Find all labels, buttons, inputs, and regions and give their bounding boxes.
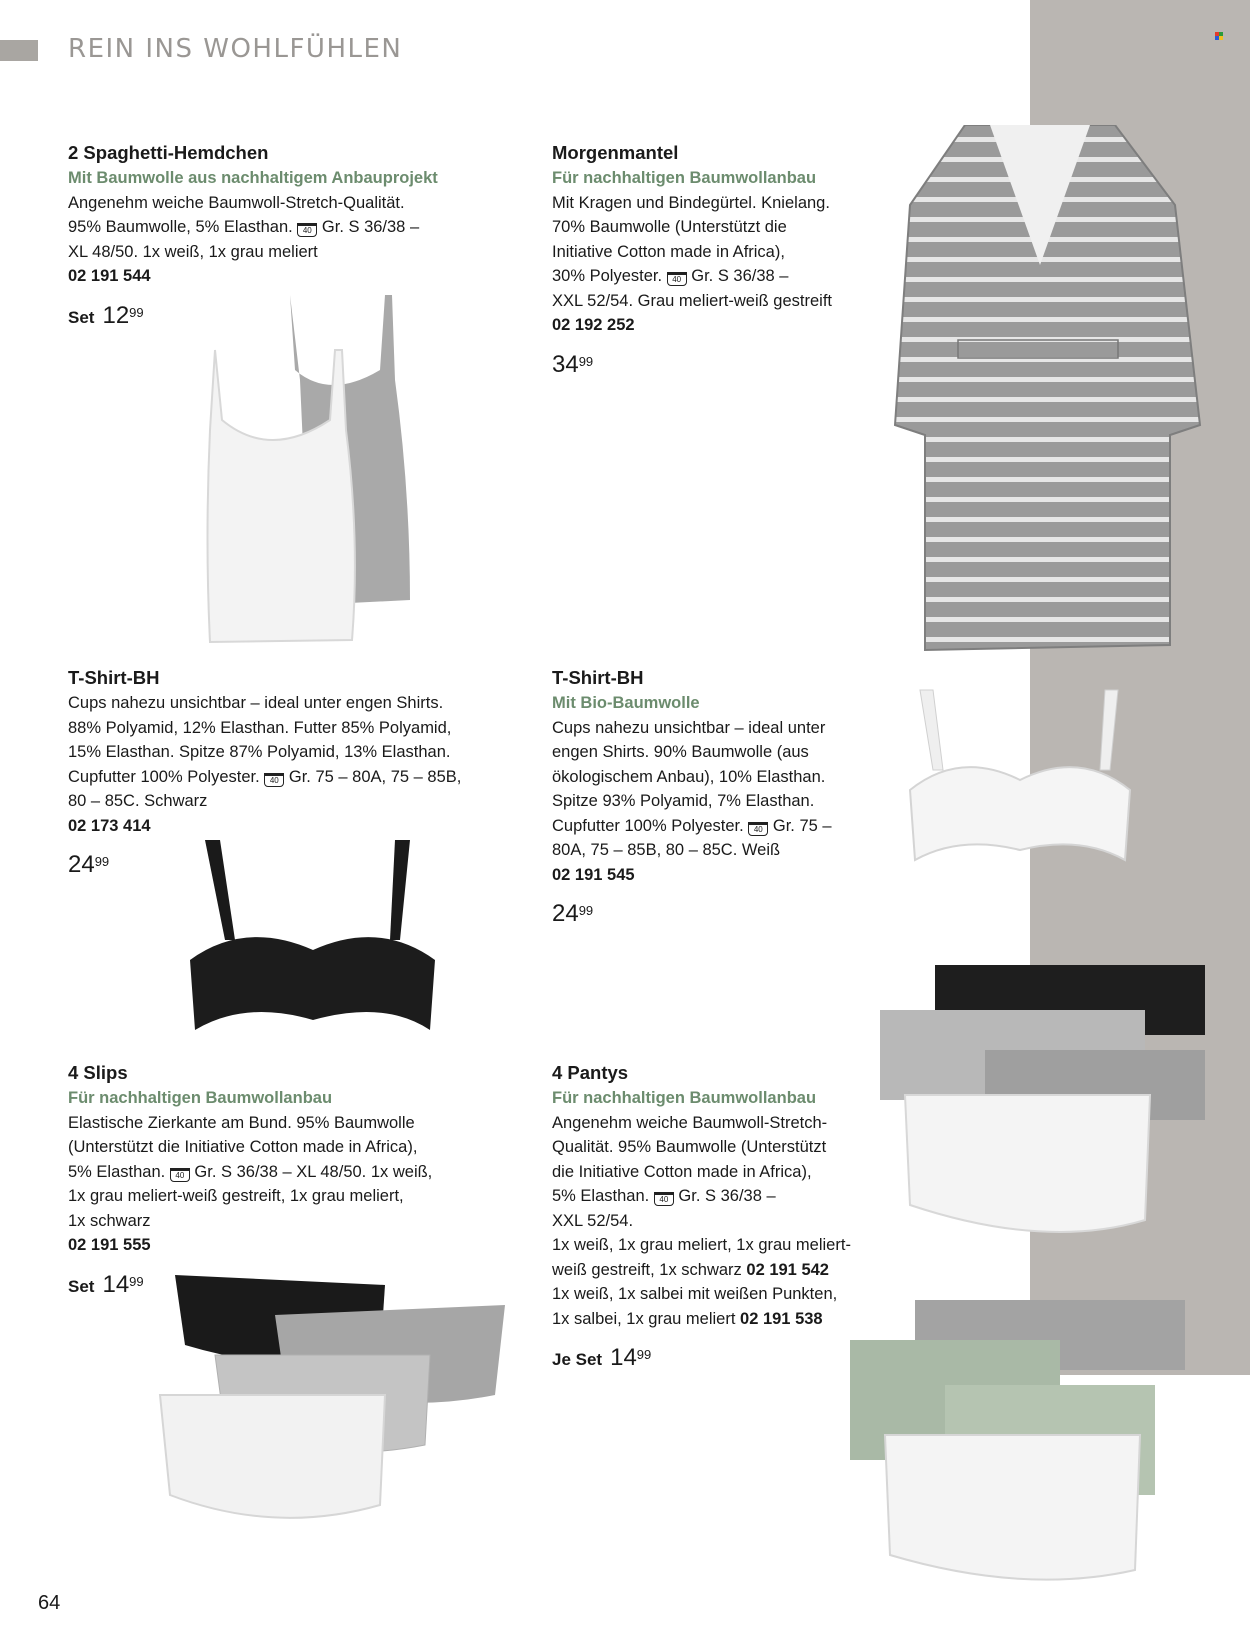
product-description: Angenehm weiche Baumwoll-Stretch-Qualität. 95% Baumwolle, 5% Elasthan. 40 Gr. S 36/38 – XL 48/50. 1x weiß, 1x grau meliert <box>68 193 420 261</box>
washing-40-icon: 40 <box>264 773 284 787</box>
product-description: Cups nahezu unsichtbar – ideal unter engen Shirts. 88% Polyamid, 12% Elasthan. Futter 85% Polyamid, 15% Elasthan. Spitze 87% Polyamid, 13% Elasthan. Cupfutter 100% Polyester. 40 Gr. 75 – 80A, 75 – 85B, 80 – 85C. Schwarz <box>68 694 462 810</box>
product-description: Elastische Zierkante am Bund. 95% Baumwolle (Unterstützt die Initiative Cotton made in Africa), 5% Elasthan. 40 Gr. S 36/38 – XL 48/50. 1x weiß, 1x grau meliert-weiß gestreift, 1x grau meliert, 1x schwarz <box>68 1113 433 1230</box>
product-name: 2 Spaghetti-Hemdchen <box>68 142 269 163</box>
header-accent-bar <box>0 40 38 61</box>
product-subtitle: Für nachhaltigen Baumwollanbau <box>68 1089 333 1107</box>
article-number: 02 191 544 <box>68 267 151 285</box>
product-subtitle: Für nachhaltigen Baumwollanbau <box>552 169 817 187</box>
washing-40-icon: 40 <box>654 1192 674 1206</box>
product-subtitle: Mit Baumwolle aus nachhaltigem Anbauprojekt <box>68 169 438 187</box>
product-4-pantys <box>552 1060 882 1375</box>
article-number: 02 191 542 <box>746 1260 829 1279</box>
product-subtitle: Für nachhaltigen Baumwollanbau <box>552 1089 817 1107</box>
price: Set $12^{99}$ <box>68 301 144 329</box>
washing-40-icon: 40 <box>297 223 317 237</box>
price: $34^{99}$ <box>552 350 594 378</box>
camisole-image <box>170 290 470 650</box>
corner-color-marks <box>1215 32 1227 40</box>
article-number: 02 191 538 <box>740 1309 823 1328</box>
variant-2: 1x weiß, 1x salbei mit weißen Punkten, 1x salbei, 1x grau meliert 02 191 538 <box>552 1285 838 1328</box>
article-number: 02 192 252 <box>552 316 635 334</box>
article-number: 02 173 414 <box>68 816 151 835</box>
product-description: Cups nahezu unsichtbar – ideal unter engen Shirts. 90% Baumwolle (aus ökologischem Anbau), 10% Elasthan. Spitze 93% Polyamid, 7% Elasthan. Cupfutter 100% Polyester. 40 Gr. 75 – 80A, 75 – 85B, 80 – 85C. Weiß <box>552 718 832 859</box>
pantys-stack-image-1 <box>865 965 1215 1255</box>
page-header-title: REIN INS WOHLFÜHLEN <box>68 34 403 64</box>
price: $24^{99}$ <box>552 900 594 927</box>
washing-40-icon: 40 <box>667 272 687 286</box>
product-name: 4 Pantys <box>552 1062 629 1083</box>
article-number: 02 191 555 <box>68 1236 151 1254</box>
page-number: 64 <box>38 1592 61 1614</box>
variant-1: 1x weiß, 1x grau meliert, 1x grau meliert- weiß gestreift, 1x schwarz 02 191 542 <box>552 1236 851 1279</box>
product-subtitle: Mit Bio-Baumwolle <box>552 694 700 712</box>
slips-stack-image <box>155 1265 525 1565</box>
product-description: Angenehm weiche Baumwoll-Stretch- Qualität. 95% Baumwolle (Unterstützt die Initiative Cotton made in Africa), 5% Elasthan. 40 Gr. S 36/38 – XXL 52/54. <box>552 1113 828 1230</box>
white-bra-image <box>905 680 1135 880</box>
pantys-stack-image-2 <box>845 1300 1215 1600</box>
product-name: Morgenmantel <box>552 142 679 163</box>
product-name: T-Shirt-BH <box>552 667 644 688</box>
product-name: 4 Slips <box>68 1062 128 1083</box>
bathrobe-image <box>870 125 1210 665</box>
black-bra-image <box>185 830 445 1050</box>
washing-40-icon: 40 <box>748 822 768 836</box>
product-tshirt-bh-weiss <box>552 665 882 929</box>
product-morgenmantel <box>552 140 892 380</box>
article-number: 02 191 545 <box>552 865 635 884</box>
price: Set $14^{99}$ <box>68 1270 144 1298</box>
product-name: T-Shirt-BH <box>68 667 160 688</box>
washing-40-icon: 40 <box>170 1168 190 1182</box>
price: Je Set $14^{99}$ <box>552 1344 652 1371</box>
product-description: Mit Kragen und Bindegürtel. Knielang. 70% Baumwolle (Unterstützt die Initiative Cotton made in Africa), 30% Polyester. 40 Gr. S 36/38 – XXL 52/54. Grau meliert-weiß gestreift <box>552 193 833 310</box>
price: $24^{99}$ <box>68 851 110 878</box>
